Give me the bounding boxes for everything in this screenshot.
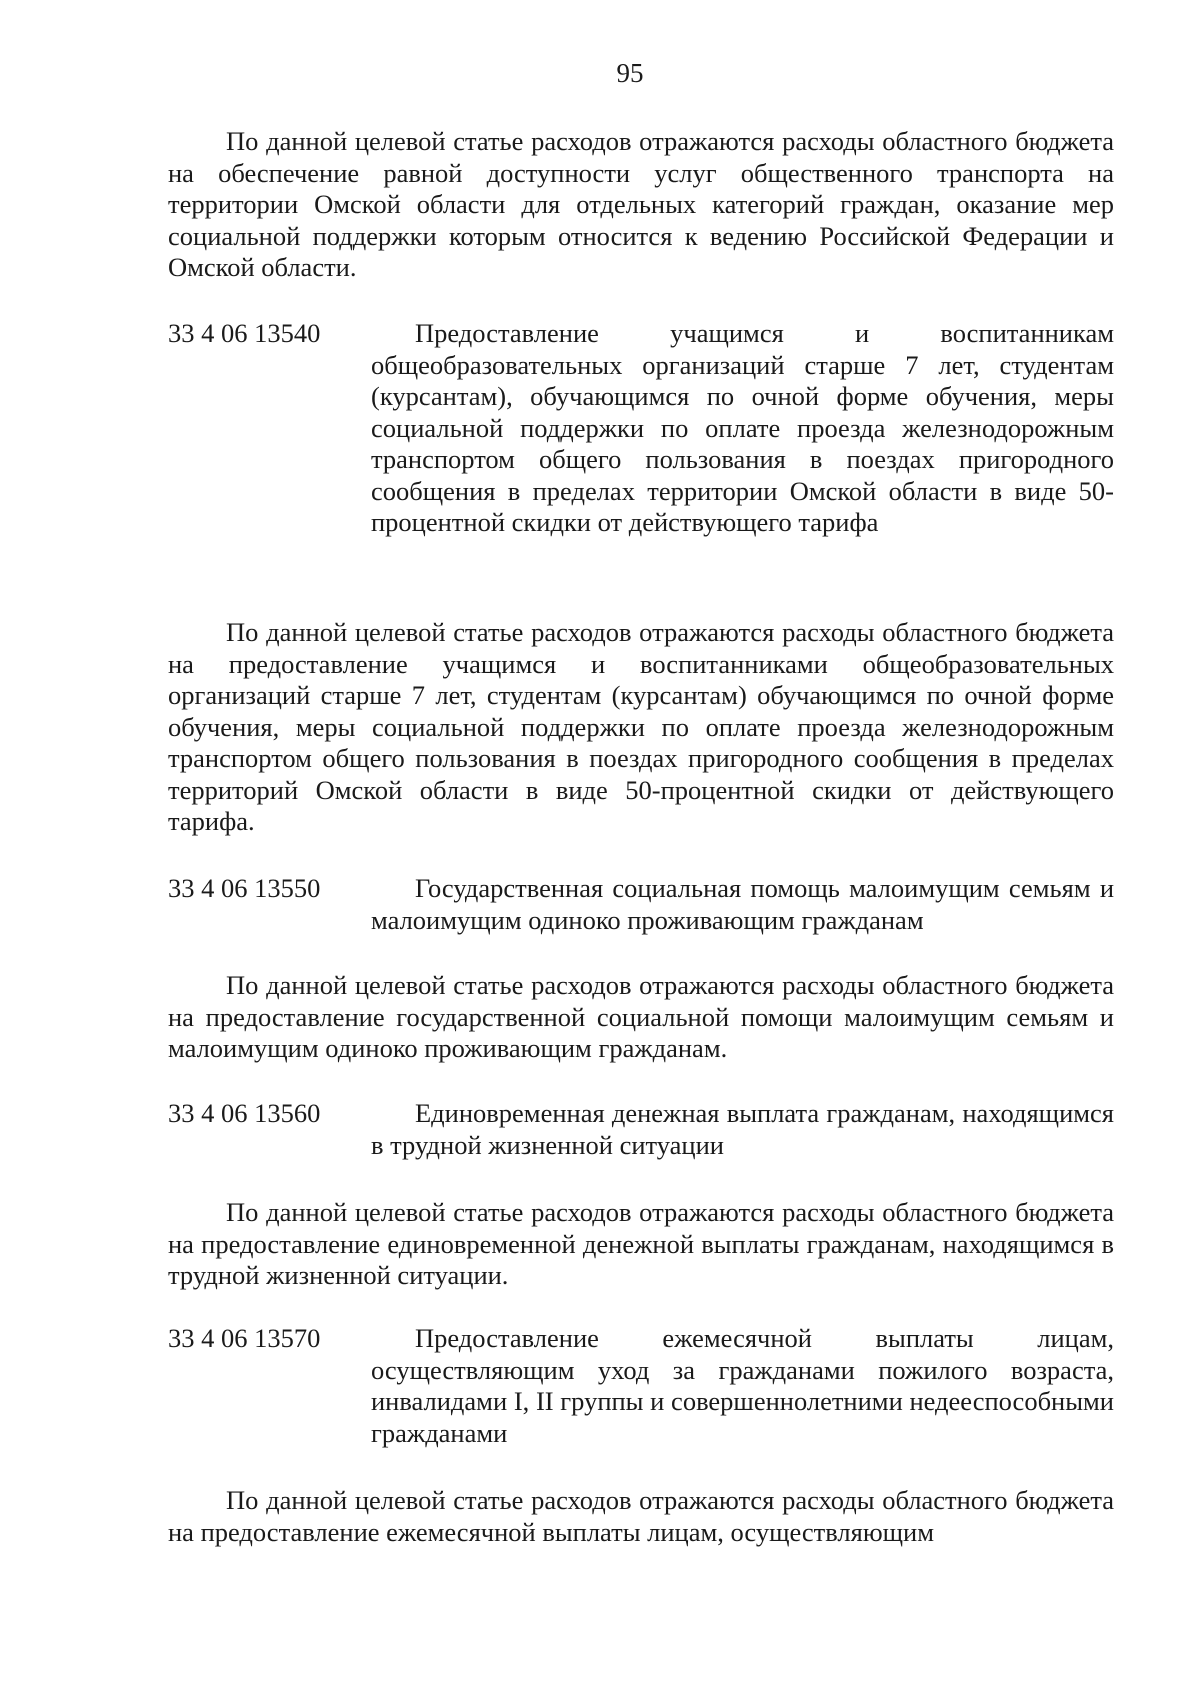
- budget-entry-13560: [168, 1098, 1114, 1161]
- budget-entry-13540: [168, 318, 1114, 539]
- entry-title: Предоставление учащимся и воспитанникам общеобразовательных организаций старше 7 лет, студентам (курсантам), обучающимся по очной форме обучения, меры социальной поддержки по оплате проезда железнодорожным транспортом общего пользования в поездах пригородного сообщения в пределах территории Омской области в виде 50-процентной скидки от действующего тарифа: [371, 318, 1114, 537]
- paragraph-description-3: По данной целевой статье расходов отражаются расходы областного бюджета на предоставление государственной социальной помощи малоимущим семьям и малоимущим одиноко проживающим гражданам.: [168, 970, 1114, 1063]
- budget-entry-13550: [168, 873, 1114, 936]
- entry-title: Государственная социальная помощь малоимущим семьям и малоимущим одиноко проживающим гражданам: [371, 873, 1114, 935]
- entry-title: Единовременная денежная выплата гражданам, находящимся в трудной жизненной ситуации: [371, 1098, 1114, 1160]
- budget-entry-13570: [168, 1323, 1114, 1449]
- entry-code: 33 4 06 13540: [168, 318, 321, 348]
- paragraph-description-5: По данной целевой статье расходов отражаются расходы областного бюджета на предоставление ежемесячной выплаты лицам, осуществляющим: [168, 1485, 1114, 1547]
- entry-title: Предоставление ежемесячной выплаты лицам, осуществляющим уход за гражданами пожилого возраста, инвалидами I, II группы и совершеннолетними недееспособными гражданами: [371, 1323, 1114, 1448]
- entry-code: 33 4 06 13570: [168, 1323, 321, 1353]
- paragraph-description-2: По данной целевой статье расходов отражаются расходы областного бюджета на предоставление учащимся и воспитанниками общеобразовательных организаций старше 7 лет, студентам (курсантам) обучающимся по очной форме обучения, меры социальной поддержки по оплате проезда железнодорожным транспортом общего пользования в поездах пригородного сообщения в пределах территорий Омской области в виде 50-процентной скидки от действующего тарифа.: [168, 617, 1114, 836]
- page-number: 95: [616, 58, 644, 88]
- entry-code: 33 4 06 13560: [168, 1098, 321, 1128]
- paragraph-description-4: По данной целевой статье расходов отражаются расходы областного бюджета на предоставление единовременной денежной выплаты гражданам, находящимся в трудной жизненной ситуации.: [168, 1197, 1114, 1290]
- paragraph-description-1: По данной целевой статье расходов отражаются расходы областного бюджета на обеспечение равной доступности услуг общественного транспорта на территории Омской области для отдельных категорий граждан, оказание мер социальной поддержки которым относится к ведению Российской Федерации и Омской области.: [168, 126, 1114, 282]
- entry-code: 33 4 06 13550: [168, 873, 321, 903]
